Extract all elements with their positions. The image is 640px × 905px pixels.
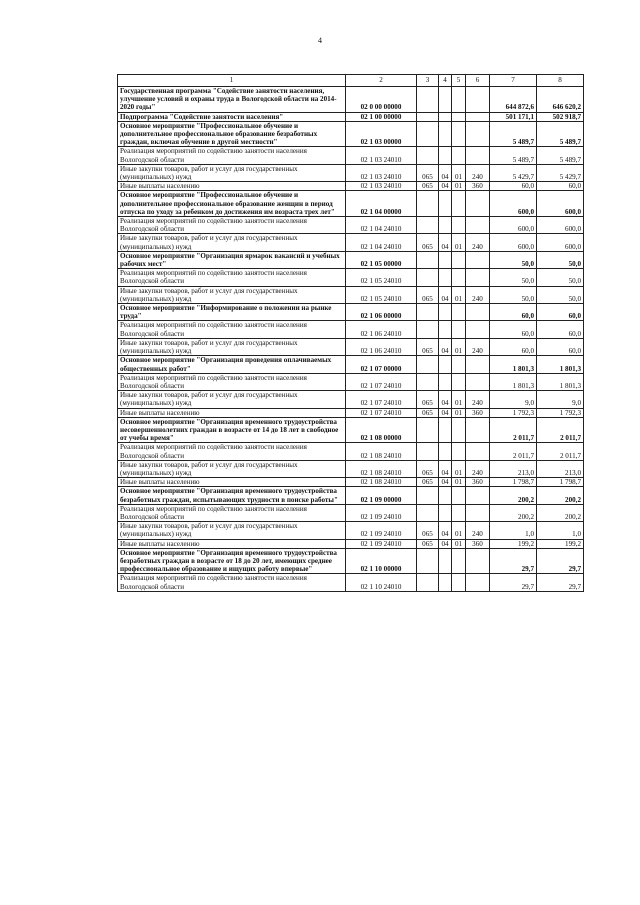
target-article-code-cell: 02 1 03 24010 [346, 147, 417, 164]
section-code-cell [439, 87, 452, 113]
section-code-cell [439, 121, 452, 147]
amount-year2-cell: 600,0 [537, 191, 584, 217]
amount-year1-cell: 29,7 [490, 574, 537, 591]
administrator-code-cell [417, 217, 439, 234]
section-code-cell [439, 373, 452, 390]
administrator-code-cell [417, 321, 439, 338]
expense-type-code-cell [466, 443, 490, 460]
table-row [118, 234, 584, 251]
subsection-code-cell [452, 504, 466, 521]
table-row [118, 574, 584, 591]
expense-type-code-cell: 240 [466, 522, 490, 539]
column-header: 8 [537, 75, 584, 87]
expense-type-code-cell: 240 [466, 164, 490, 181]
amount-year1-cell: 1 801,3 [490, 356, 537, 373]
row-name-cell: Государственная программа "Содействие занятости населения, улучшение условий и охраны труда в Вологодской области на 2014-2020 годы" [118, 87, 346, 113]
amount-year1-cell: 50,0 [490, 286, 537, 303]
page-number: 4 [318, 36, 322, 45]
column-header: 5 [452, 75, 466, 87]
target-article-code-cell: 02 1 09 00000 [346, 487, 417, 504]
section-code-cell [439, 191, 452, 217]
amount-year1-cell: 600,0 [490, 234, 537, 251]
amount-year1-cell: 644 872,6 [490, 87, 537, 113]
row-name-cell: Основное мероприятие "Информирование о положении на рынке труда" [118, 304, 346, 321]
amount-year2-cell: 600,0 [537, 234, 584, 251]
subsection-code-cell [452, 548, 466, 574]
expense-type-code-cell: 360 [466, 539, 490, 548]
amount-year1-cell: 5 489,7 [490, 121, 537, 147]
column-header: 3 [417, 75, 439, 87]
table-row [118, 251, 584, 268]
administrator-code-cell [417, 548, 439, 574]
target-article-code-cell: 02 1 06 24010 [346, 338, 417, 355]
amount-year2-cell: 1 798,7 [537, 478, 584, 487]
administrator-code-cell [417, 504, 439, 521]
administrator-code-cell: 065 [417, 478, 439, 487]
section-code-cell [439, 147, 452, 164]
section-code-cell [439, 112, 452, 121]
administrator-code-cell [417, 87, 439, 113]
table-row [118, 391, 584, 408]
amount-year2-cell: 200,2 [537, 504, 584, 521]
administrator-code-cell [417, 191, 439, 217]
target-article-code-cell: 02 1 08 24010 [346, 460, 417, 477]
expense-type-code-cell: 240 [466, 460, 490, 477]
row-name-cell: Основное мероприятие "Организация временного трудоустройства несовершеннолетних граждан в возрасте от 14 до 18 лет в свободное от учебы время" [118, 417, 346, 443]
section-code-cell: 04 [439, 522, 452, 539]
expense-type-code-cell [466, 574, 490, 591]
expense-type-code-cell [466, 121, 490, 147]
column-header: 2 [346, 75, 417, 87]
amount-year1-cell: 5 489,7 [490, 147, 537, 164]
section-code-cell [439, 487, 452, 504]
table-row [118, 191, 584, 217]
section-code-cell: 04 [439, 478, 452, 487]
amount-year1-cell: 1,0 [490, 522, 537, 539]
target-article-code-cell: 02 1 09 24010 [346, 504, 417, 521]
section-code-cell: 04 [439, 460, 452, 477]
amount-year2-cell: 50,0 [537, 269, 584, 286]
table-row [118, 539, 584, 548]
row-name-cell: Реализация мероприятий по содействию занятости населения Вологодской области [118, 147, 346, 164]
amount-year1-cell: 50,0 [490, 269, 537, 286]
expense-type-code-cell [466, 251, 490, 268]
table-row [118, 121, 584, 147]
subsection-code-cell [452, 487, 466, 504]
subsection-code-cell [452, 147, 466, 164]
table-row [118, 373, 584, 390]
subsection-code-cell: 01 [452, 338, 466, 355]
target-article-code-cell: 02 1 03 24010 [346, 182, 417, 191]
administrator-code-cell [417, 417, 439, 443]
amount-year2-cell: 1 801,3 [537, 356, 584, 373]
table-row [118, 182, 584, 191]
expense-type-code-cell: 360 [466, 478, 490, 487]
row-name-cell: Основное мероприятие "Организация ярмарок вакансий и учебных рабочих мест" [118, 251, 346, 268]
section-code-cell [439, 443, 452, 460]
subsection-code-cell [452, 321, 466, 338]
section-code-cell: 04 [439, 338, 452, 355]
column-header: 4 [439, 75, 452, 87]
amount-year2-cell: 50,0 [537, 251, 584, 268]
row-name-cell: Основное мероприятие "Профессиональное обучение и дополнительное профессиональное образование безработных граждан, включая обучение в другой местности" [118, 121, 346, 147]
subsection-code-cell [452, 217, 466, 234]
table-row [118, 522, 584, 539]
amount-year1-cell: 1 801,3 [490, 373, 537, 390]
row-name-cell: Реализация мероприятий по содействию занятости населения Вологодской области [118, 321, 346, 338]
target-article-code-cell: 02 1 08 24010 [346, 478, 417, 487]
row-name-cell: Иные выплаты населению [118, 182, 346, 191]
table-row [118, 147, 584, 164]
expense-type-code-cell: 360 [466, 182, 490, 191]
expense-type-code-cell: 240 [466, 234, 490, 251]
expense-type-code-cell [466, 147, 490, 164]
budget-table [117, 74, 584, 592]
section-code-cell [439, 304, 452, 321]
table-row [118, 408, 584, 417]
expense-type-code-cell [466, 548, 490, 574]
amount-year1-cell: 213,0 [490, 460, 537, 477]
row-name-cell: Иные закупки товаров, работ и услуг для государственных (муниципальных) нужд [118, 522, 346, 539]
amount-year1-cell: 9,0 [490, 391, 537, 408]
expense-type-code-cell [466, 321, 490, 338]
section-code-cell [439, 321, 452, 338]
amount-year2-cell: 502 918,7 [537, 112, 584, 121]
subsection-code-cell: 01 [452, 522, 466, 539]
amount-year2-cell: 213,0 [537, 460, 584, 477]
expense-type-code-cell [466, 487, 490, 504]
target-article-code-cell: 02 1 03 24010 [346, 164, 417, 181]
target-article-code-cell: 02 1 08 00000 [346, 417, 417, 443]
administrator-code-cell: 065 [417, 539, 439, 548]
section-code-cell: 04 [439, 234, 452, 251]
amount-year1-cell: 200,2 [490, 504, 537, 521]
amount-year1-cell: 200,2 [490, 487, 537, 504]
table-row [118, 87, 584, 113]
row-name-cell: Иные закупки товаров, работ и услуг для государственных (муниципальных) нужд [118, 460, 346, 477]
amount-year2-cell: 199,2 [537, 539, 584, 548]
subsection-code-cell [452, 373, 466, 390]
administrator-code-cell: 065 [417, 164, 439, 181]
amount-year1-cell: 199,2 [490, 539, 537, 548]
subsection-code-cell: 01 [452, 408, 466, 417]
amount-year2-cell: 200,2 [537, 487, 584, 504]
expense-type-code-cell [466, 112, 490, 121]
administrator-code-cell [417, 251, 439, 268]
subsection-code-cell [452, 304, 466, 321]
row-name-cell: Основное мероприятие "Организация временного трудоустройства безработных граждан в возрасте от 18 до 20 лет, имеющих среднее профессиональное образование и ищущих работу впервые" [118, 548, 346, 574]
administrator-code-cell: 065 [417, 391, 439, 408]
target-article-code-cell: 02 1 04 00000 [346, 191, 417, 217]
administrator-code-cell [417, 574, 439, 591]
administrator-code-cell [417, 147, 439, 164]
amount-year1-cell: 1 798,7 [490, 478, 537, 487]
expense-type-code-cell: 360 [466, 408, 490, 417]
administrator-code-cell [417, 121, 439, 147]
target-article-code-cell: 02 0 00 00000 [346, 87, 417, 113]
row-name-cell: Иные закупки товаров, работ и услуг для государственных (муниципальных) нужд [118, 338, 346, 355]
amount-year2-cell: 5 489,7 [537, 121, 584, 147]
amount-year2-cell: 60,0 [537, 321, 584, 338]
administrator-code-cell: 065 [417, 408, 439, 417]
target-article-code-cell: 02 1 07 24010 [346, 408, 417, 417]
amount-year2-cell: 9,0 [537, 391, 584, 408]
amount-year2-cell: 60,0 [537, 338, 584, 355]
section-code-cell [439, 504, 452, 521]
row-name-cell: Реализация мероприятий по содействию занятости населения Вологодской области [118, 373, 346, 390]
expense-type-code-cell: 240 [466, 338, 490, 355]
target-article-code-cell: 02 1 06 24010 [346, 321, 417, 338]
subsection-code-cell [452, 191, 466, 217]
amount-year1-cell: 2 011,7 [490, 417, 537, 443]
table-row [118, 356, 584, 373]
section-code-cell: 04 [439, 286, 452, 303]
subsection-code-cell [452, 251, 466, 268]
target-article-code-cell: 02 1 05 24010 [346, 269, 417, 286]
section-code-cell [439, 548, 452, 574]
amount-year2-cell: 29,7 [537, 574, 584, 591]
amount-year2-cell: 600,0 [537, 217, 584, 234]
amount-year1-cell: 60,0 [490, 182, 537, 191]
table-row [118, 164, 584, 181]
target-article-code-cell: 02 1 04 24010 [346, 234, 417, 251]
amount-year2-cell: 2 011,7 [537, 417, 584, 443]
subsection-code-cell: 01 [452, 286, 466, 303]
row-name-cell: Основное мероприятие "Организация проведения оплачиваемых общественных работ" [118, 356, 346, 373]
table-row [118, 478, 584, 487]
target-article-code-cell: 02 1 08 24010 [346, 443, 417, 460]
administrator-code-cell: 065 [417, 182, 439, 191]
table-row [118, 460, 584, 477]
section-code-cell [439, 574, 452, 591]
expense-type-code-cell [466, 217, 490, 234]
row-name-cell: Основное мероприятие "Профессиональное обучение и дополнительное профессиональное образование женщин в период отпуска по уходу за ребенком до достижения им возраста трех лет" [118, 191, 346, 217]
amount-year1-cell: 50,0 [490, 251, 537, 268]
target-article-code-cell: 02 1 07 24010 [346, 373, 417, 390]
table-row [118, 304, 584, 321]
row-name-cell: Реализация мероприятий по содействию занятости населения Вологодской области [118, 574, 346, 591]
amount-year2-cell: 29,7 [537, 548, 584, 574]
subsection-code-cell: 01 [452, 478, 466, 487]
expense-type-code-cell [466, 373, 490, 390]
row-name-cell: Реализация мероприятий по содействию занятости населения Вологодской области [118, 504, 346, 521]
administrator-code-cell: 065 [417, 338, 439, 355]
amount-year1-cell: 1 792,3 [490, 408, 537, 417]
amount-year2-cell: 1,0 [537, 522, 584, 539]
table-row [118, 417, 584, 443]
target-article-code-cell: 02 1 07 24010 [346, 391, 417, 408]
subsection-code-cell [452, 112, 466, 121]
subsection-code-cell: 01 [452, 539, 466, 548]
section-code-cell: 04 [439, 539, 452, 548]
subsection-code-cell [452, 574, 466, 591]
target-article-code-cell: 02 1 07 00000 [346, 356, 417, 373]
row-name-cell: Реализация мероприятий по содействию занятости населения Вологодской области [118, 217, 346, 234]
table-row [118, 548, 584, 574]
amount-year2-cell: 1 792,3 [537, 408, 584, 417]
amount-year1-cell: 600,0 [490, 191, 537, 217]
target-article-code-cell: 02 1 00 00000 [346, 112, 417, 121]
expense-type-code-cell [466, 504, 490, 521]
administrator-code-cell: 065 [417, 234, 439, 251]
target-article-code-cell: 02 1 06 00000 [346, 304, 417, 321]
table-row [118, 443, 584, 460]
row-name-cell: Иные выплаты населению [118, 408, 346, 417]
header-row [118, 75, 584, 87]
administrator-code-cell [417, 356, 439, 373]
section-code-cell: 04 [439, 164, 452, 181]
expense-type-code-cell: 240 [466, 286, 490, 303]
administrator-code-cell [417, 112, 439, 121]
amount-year2-cell: 50,0 [537, 286, 584, 303]
section-code-cell: 04 [439, 391, 452, 408]
amount-year2-cell: 60,0 [537, 182, 584, 191]
table-row [118, 321, 584, 338]
target-article-code-cell: 02 1 10 00000 [346, 548, 417, 574]
row-name-cell: Подпрограмма "Содействие занятости населения" [118, 112, 346, 121]
column-header: 7 [490, 75, 537, 87]
section-code-cell: 04 [439, 408, 452, 417]
amount-year2-cell: 646 620,2 [537, 87, 584, 113]
administrator-code-cell: 065 [417, 460, 439, 477]
amount-year1-cell: 60,0 [490, 338, 537, 355]
subsection-code-cell [452, 417, 466, 443]
row-name-cell: Основное мероприятие "Организация временного трудоустройства безработных граждан, испытывающих трудности в поиске работы" [118, 487, 346, 504]
subsection-code-cell [452, 269, 466, 286]
expense-type-code-cell [466, 269, 490, 286]
target-article-code-cell: 02 1 09 24010 [346, 539, 417, 548]
row-name-cell: Иные выплаты населению [118, 478, 346, 487]
row-name-cell: Иные закупки товаров, работ и услуг для государственных (муниципальных) нужд [118, 234, 346, 251]
section-code-cell [439, 417, 452, 443]
amount-year1-cell: 60,0 [490, 304, 537, 321]
column-header: 6 [466, 75, 490, 87]
table-row [118, 112, 584, 121]
table-row [118, 338, 584, 355]
row-name-cell: Иные закупки товаров, работ и услуг для государственных (муниципальных) нужд [118, 391, 346, 408]
subsection-code-cell: 01 [452, 391, 466, 408]
amount-year2-cell: 1 801,3 [537, 373, 584, 390]
amount-year1-cell: 5 429,7 [490, 164, 537, 181]
amount-year2-cell: 5 489,7 [537, 147, 584, 164]
expense-type-code-cell: 240 [466, 391, 490, 408]
target-article-code-cell: 02 1 10 24010 [346, 574, 417, 591]
subsection-code-cell [452, 356, 466, 373]
section-code-cell [439, 356, 452, 373]
administrator-code-cell [417, 269, 439, 286]
amount-year1-cell: 600,0 [490, 217, 537, 234]
target-article-code-cell: 02 1 05 00000 [346, 251, 417, 268]
section-code-cell [439, 269, 452, 286]
administrator-code-cell [417, 373, 439, 390]
target-article-code-cell: 02 1 03 00000 [346, 121, 417, 147]
amount-year2-cell: 5 429,7 [537, 164, 584, 181]
subsection-code-cell: 01 [452, 182, 466, 191]
amount-year2-cell: 2 011,7 [537, 443, 584, 460]
section-code-cell: 04 [439, 182, 452, 191]
subsection-code-cell [452, 121, 466, 147]
expense-type-code-cell [466, 304, 490, 321]
table-row [118, 487, 584, 504]
table-row [118, 217, 584, 234]
row-name-cell: Реализация мероприятий по содействию занятости населения Вологодской области [118, 269, 346, 286]
administrator-code-cell: 065 [417, 286, 439, 303]
row-name-cell: Иные выплаты населению [118, 539, 346, 548]
administrator-code-cell [417, 443, 439, 460]
administrator-code-cell: 065 [417, 522, 439, 539]
expense-type-code-cell [466, 191, 490, 217]
table-row [118, 286, 584, 303]
row-name-cell: Реализация мероприятий по содействию занятости населения Вологодской области [118, 443, 346, 460]
amount-year1-cell: 60,0 [490, 321, 537, 338]
subsection-code-cell: 01 [452, 234, 466, 251]
section-code-cell [439, 251, 452, 268]
row-name-cell: Иные закупки товаров, работ и услуг для государственных (муниципальных) нужд [118, 164, 346, 181]
amount-year1-cell: 29,7 [490, 548, 537, 574]
expense-type-code-cell [466, 417, 490, 443]
expense-type-code-cell [466, 87, 490, 113]
table-row [118, 269, 584, 286]
expense-type-code-cell [466, 356, 490, 373]
amount-year2-cell: 60,0 [537, 304, 584, 321]
target-article-code-cell: 02 1 04 24010 [346, 217, 417, 234]
table-row [118, 504, 584, 521]
administrator-code-cell [417, 304, 439, 321]
target-article-code-cell: 02 1 05 24010 [346, 286, 417, 303]
target-article-code-cell: 02 1 09 24010 [346, 522, 417, 539]
column-header: 1 [118, 75, 346, 87]
subsection-code-cell: 01 [452, 164, 466, 181]
subsection-code-cell: 01 [452, 460, 466, 477]
subsection-code-cell [452, 87, 466, 113]
administrator-code-cell [417, 487, 439, 504]
amount-year1-cell: 501 171,1 [490, 112, 537, 121]
subsection-code-cell [452, 443, 466, 460]
amount-year1-cell: 2 011,7 [490, 443, 537, 460]
row-name-cell: Иные закупки товаров, работ и услуг для государственных (муниципальных) нужд [118, 286, 346, 303]
section-code-cell [439, 217, 452, 234]
